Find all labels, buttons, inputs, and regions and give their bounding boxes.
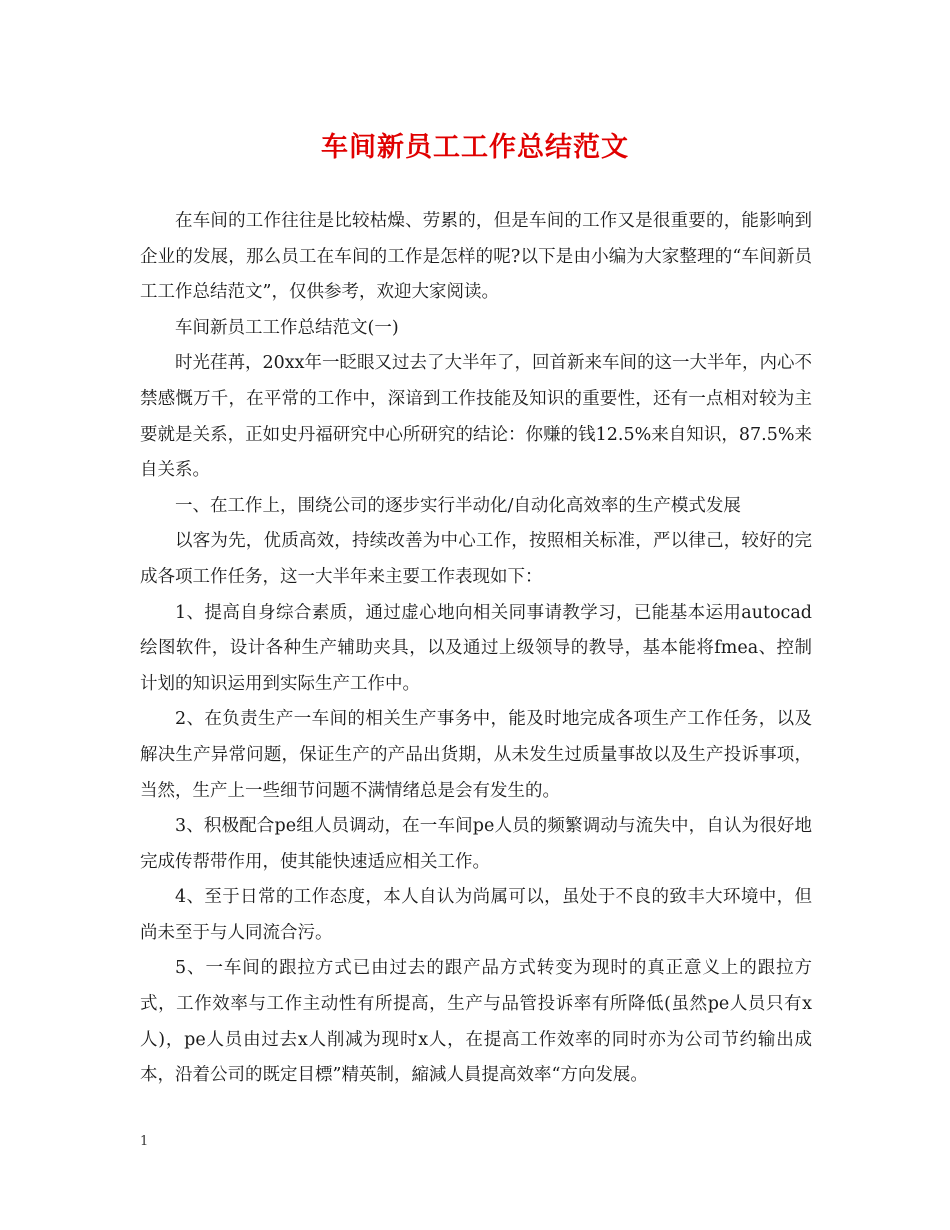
- paragraph: 时光荏苒，20xx年一眨眼又过去了大半年了，回首新来车间的这一大半年，内心不禁感慨万千，在平常的工作中，深谙到工作技能及知识的重要性，还有一点相对较为主要就是关系，正如史丹福研究中心所研究的结论：你赚的钱12.5%来自知识，87.5%来自关系。: [140, 353, 813, 481]
- paragraph: 在车间的工作往往是比较枯燥、劳累的，但是车间的工作又是很重要的，能影响到企业的发展，那么员工在车间的工作是怎样的呢?以下是由小编为大家整理的“车间新员工工作总结范文”，仅供参考，欢迎大家阅读。: [140, 211, 812, 303]
- list-item: 1、提高自身综合素质，通过虚心地向相关同事请教学习，已能基本运用autocad绘图软件，设计各种生产辅助夹具，以及通过上级领导的教导，基本能将fmea、控制计划的知识运用到实际生产工作中。: [140, 602, 812, 694]
- list-item: 2、在负责生产一车间的相关生产事务中，能及时地完成各项生产工作任务，以及解决生产异常问题，保证生产的产品出货期，从未发生过质量事故以及生产投诉事项，当然，生产上一些细节问题不满情绪总是会有发生的。: [140, 709, 812, 801]
- page-number: 1: [140, 1134, 149, 1149]
- document-title: 车间新员工工作总结范文: [321, 132, 629, 163]
- section-heading: 一、在工作上，围绕公司的逐步实行半动化/自动化高效率的生产模式发展: [175, 495, 741, 516]
- document-body: [140, 204, 812, 1094]
- paragraph: 以客为先，优质高效，持续改善为中心工作，按照相关标准，严以律己，较好的完成各项工作任务，这一大半年来主要工作表现如下：: [140, 531, 812, 587]
- list-item: 5、一车间的跟拉方式已由过去的跟产品方式转变为现时的真正意义上的跟拉方式，工作效率与工作主动性有所提高，生产与品管投诉率有所降低(虽然pe人员只有x人)，pe人员由过去x人削减为现时x人，在提高工作效率的同时亦为公司节约输出成本，沿着公司的既定目標”精英制，縮減人員提高效率“方向发展。: [140, 958, 812, 1086]
- list-item: 4、至于日常的工作态度，本人自认为尚属可以，虽处于不良的致丰大环境中，但尚未至于与人同流合污。: [140, 887, 812, 943]
- list-item: 3、积极配合pe组人员调动，在一车间pe人员的频繁调动与流失中，自认为很好地完成传帮带作用，使其能快速适应相关工作。: [140, 816, 812, 872]
- section-heading: 车间新员工工作总结范文(一): [175, 317, 399, 338]
